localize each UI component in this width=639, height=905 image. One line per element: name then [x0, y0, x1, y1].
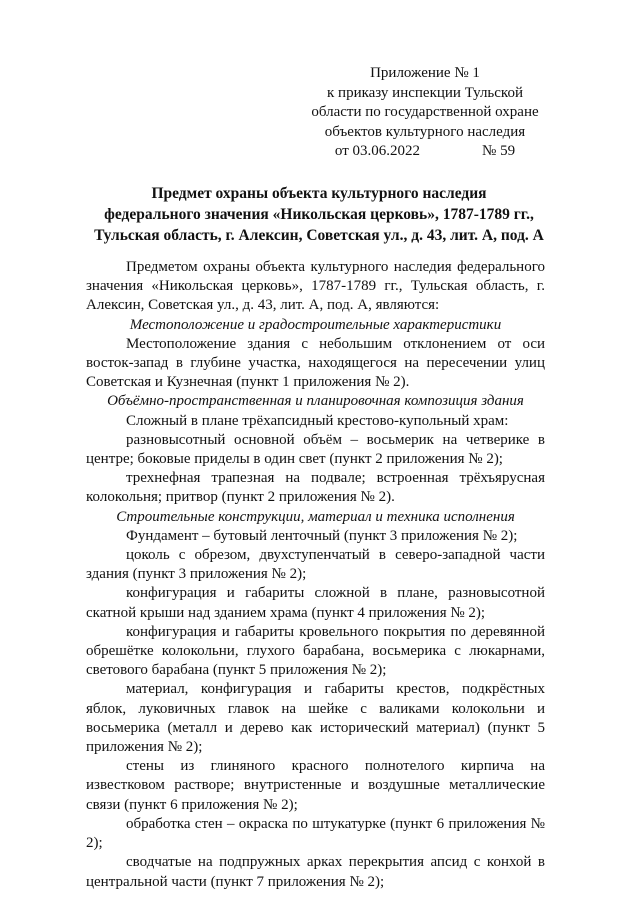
paragraph: разновысотный основной объём – восьмерик на четверике в центре; боковые приделы в один свет (пункт 2 приложения № 2);	[86, 431, 545, 468]
paragraph: Местоположение здания с небольшим отклонением от оси восток-запад в глубине участка, находящегося на пересечении улиц Советская и Кузнечная (пункт 1 приложения № 2).	[86, 335, 545, 391]
order-date: от 03.06.2022	[334, 143, 421, 159]
appendix-header	[300, 64, 550, 162]
appendix-dateline	[300, 142, 550, 162]
title-line: федерального значения «Никольская церковь», 1787-1789 гг.,	[104, 206, 534, 223]
intro-paragraph: Предметом охраны объекта культурного наследия федерального значения «Никольская церковь», 1787-1789 гг., Тульская область, г. Алексин, Советская ул., д. 43, лит. А, под. А, являются:	[86, 259, 545, 314]
document-title	[80, 183, 558, 246]
title-line: Тульская область, г. Алексин, Советская ул., д. 43, лит. А, под. А	[94, 227, 544, 244]
paragraph: обработка стен – окраска по штукатурке (пункт 6 приложения № 2);	[86, 815, 545, 852]
appendix-line: объектов культурного наследия	[324, 123, 526, 140]
section-heading-location: Местоположение и градостроительные характеристики	[129, 316, 502, 333]
paragraph: трехнефная трапезная на подвале; встроенная трёхъярусная колокольня; притвор (пункт 2 приложения № 2).	[86, 470, 545, 506]
document-body	[86, 258, 545, 892]
section-heading-volume: Объёмно-пространственная и планировочная композиция здания	[107, 393, 524, 410]
appendix-line: области по государственной охране	[311, 104, 539, 120]
paragraph: цоколь с обрезом, двухступенчатый в северо-западной части здания (пункт 3 приложения № 2);	[86, 547, 545, 583]
title-line: Предмет охраны объекта культурного наследия	[151, 185, 487, 202]
appendix-line: Приложение № 1	[370, 65, 480, 81]
paragraph: материал, конфигурация и габариты крестов, подкрёстных яблок, луковичных главок на шейке с валиками колокольни и восьмерика (металл и дерево как исторический материал) (пункт 5 приложения № 2);	[86, 681, 545, 756]
paragraph: Фундамент – бутовый ленточный (пункт 3 приложения № 2);	[126, 527, 518, 544]
paragraph: Сложный в плане трёхапсидный крестово-купольный храм:	[126, 412, 509, 429]
paragraph: стены из глиняного красного полнотелого кирпича на известковом растворе; внутристенные и воздушные металлические связи (пункт 6 приложения № 2);	[86, 758, 545, 813]
appendix-line: к приказу инспекции Тульской	[327, 84, 523, 101]
paragraph: конфигурация и габариты кровельного покрытия по деревянной обрешётке колокольни, глухого барабана, восьмерика с люкарнами, светового барабана (пункт 5 приложения № 2);	[86, 623, 545, 679]
section-heading-construction: Строительные конструкции, материал и техника исполнения	[116, 508, 515, 525]
paragraph: конфигурация и габариты сложной в плане, разновысотной скатной крыши над зданием храма (пункт 4 приложения № 2);	[86, 585, 545, 621]
order-number: № 59	[482, 143, 516, 159]
paragraph: сводчатые на подпружных арках перекрытия апсид с конхой в центральной части (пункт 7 приложения № 2);	[86, 854, 545, 890]
